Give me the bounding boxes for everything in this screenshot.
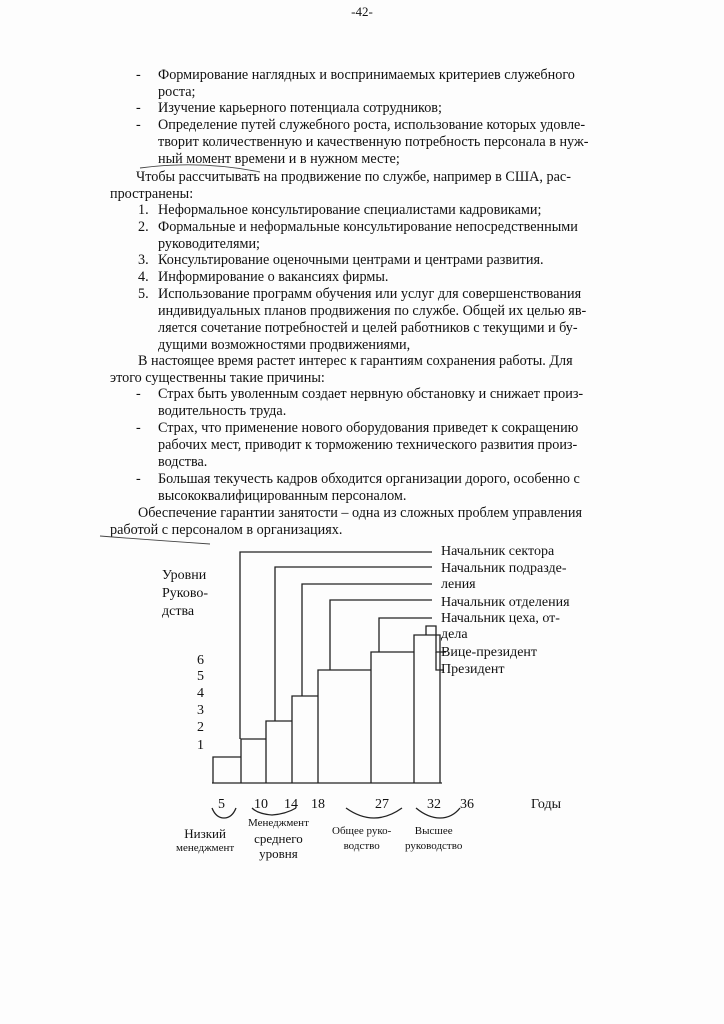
x-tick-label: 5: [218, 797, 225, 812]
x-tick-label: 14: [284, 797, 298, 812]
x-tick-label: 36: [460, 797, 474, 812]
text-line: Начальник сектора: [441, 544, 555, 559]
list-marker: 2.: [138, 219, 149, 235]
bracket-general: [346, 808, 402, 818]
text-line: высококвалифицированным персоналом.: [158, 488, 407, 504]
x-tick-label: 32: [427, 797, 441, 812]
text-line: Неформальное консультирование специалистами кадровиками;: [158, 202, 542, 218]
step-level-5: [318, 670, 371, 783]
text-line: Менеджмент: [248, 817, 309, 829]
text-line: Страх быть уволенным создает нервную обстановку и снижает произ-: [158, 386, 584, 402]
text-line: среднего: [254, 831, 303, 846]
text-line: Президент: [441, 662, 505, 677]
position-label: [441, 595, 570, 611]
position-label: [441, 645, 537, 661]
pen-mark: [100, 536, 210, 544]
connector-line: [240, 552, 432, 739]
step-level-3: [266, 721, 292, 783]
text-line: руководителями;: [158, 236, 260, 252]
text-line: Использование программ обучения или услуг для совершенствования: [158, 286, 582, 302]
step-level-1: [213, 757, 241, 783]
text-line: Руково-: [162, 586, 209, 601]
text-line: Начальник подразде-: [441, 561, 567, 576]
text-line: дела: [441, 627, 468, 642]
group-label: [332, 824, 391, 854]
text-line: Вице-президент: [441, 645, 538, 660]
text-line: Начальник цеха, от-: [441, 611, 560, 626]
step-level-4: [292, 696, 318, 783]
list-marker: 3.: [138, 252, 149, 268]
x-tick-label: 10: [254, 797, 268, 812]
text-line: Изучение карьерного потенциала сотрудников;: [158, 100, 442, 116]
text-line: пространены:: [110, 186, 194, 202]
level-label: 3: [197, 703, 204, 718]
x-tick-label: 27: [375, 797, 389, 812]
list-marker: -: [136, 471, 141, 487]
level-label: 5: [197, 669, 204, 684]
connector-line: [275, 567, 432, 721]
list-marker: 5.: [138, 286, 149, 302]
text-line: творит количественную и качественную потребность персонала в нуж-: [158, 134, 589, 150]
level-label: 2: [197, 720, 204, 735]
text-line: индивидуальных планов продвижения по службе. Общей их целью яв-: [158, 303, 587, 319]
step-level-6: [371, 652, 414, 783]
text-line: ляется сочетание потребностей и целей работников с текущими и бу-: [158, 320, 578, 336]
text-line: менеджмент: [176, 842, 235, 854]
text-line: водства.: [158, 454, 208, 470]
level-label: 6: [197, 653, 204, 668]
text-line: Уровни: [162, 568, 207, 583]
position-label: [441, 611, 560, 643]
list-marker: -: [136, 386, 141, 402]
list-marker: -: [136, 100, 141, 116]
text-line: Информирование о вакансиях фирмы.: [158, 269, 389, 285]
text-line: Чтобы рассчитывать на продвижение по службе, например в США, рас-: [136, 169, 571, 185]
text-line: водительность труда.: [158, 403, 287, 419]
text-line: Обеспечение гарантии занятости – одна из сложных проблем управления: [138, 505, 583, 521]
text-line: ный момент времени и в нужном месте;: [158, 151, 400, 167]
list-marker: -: [136, 420, 141, 436]
group-label: [248, 816, 309, 861]
text-line: руководство: [405, 840, 463, 852]
list-marker: 4.: [138, 269, 149, 285]
text-line: этого существенны такие причины:: [110, 370, 325, 386]
text-line: Консультирование оценочными центрами и центрами развития.: [158, 252, 544, 268]
text-line: Общее руко-: [332, 825, 392, 837]
group-label: [176, 826, 234, 856]
group-label: [405, 824, 462, 854]
y-axis-title: [162, 567, 208, 621]
list-marker: -: [136, 67, 141, 83]
text-line: ления: [441, 577, 476, 592]
text-line: Формирование наглядных и воспринимаемых критериев служебного: [158, 67, 575, 83]
text-line: рабочих мест, приводит к торможению технического развития произ-: [158, 437, 578, 453]
position-label: [441, 662, 504, 678]
level-label: 4: [197, 686, 204, 701]
level-label: 1: [197, 738, 204, 753]
text-line: В настоящее время растет интерес к гарантиям сохранения работы. Для: [138, 353, 573, 369]
step-level-2: [241, 739, 266, 783]
text-line: Формальные и неформальные консультирование непосредственными: [158, 219, 578, 235]
text-line: Высшее: [414, 825, 453, 837]
position-label: [441, 561, 567, 593]
text-line: водство: [343, 840, 380, 852]
text-line: дства: [162, 604, 195, 619]
position-label: [441, 544, 554, 560]
text-line: Страх, что применение нового оборудования приведет к сокращению: [158, 420, 579, 436]
text-line: Низкий: [184, 826, 226, 841]
text-line: работой с персоналом в организациях.: [110, 522, 343, 538]
connector-line: [302, 584, 432, 696]
x-axis-title: Годы: [531, 797, 561, 812]
text-line: роста;: [158, 84, 196, 100]
list-marker: 1.: [138, 202, 149, 218]
text-line: Большая текучесть кадров обходится организации дорого, особенно с: [158, 471, 580, 487]
text-line: Определение путей служебного роста, использование которых удовле-: [158, 117, 586, 133]
page-number: -42-: [351, 4, 373, 19]
pen-mark: [140, 165, 260, 172]
list-marker: -: [136, 117, 141, 133]
text-line: дущими возможностями продвижениями,: [158, 337, 411, 353]
x-tick-label: 18: [311, 797, 325, 812]
text-line: уровня: [259, 846, 298, 861]
text-line: Начальник отделения: [441, 595, 570, 610]
